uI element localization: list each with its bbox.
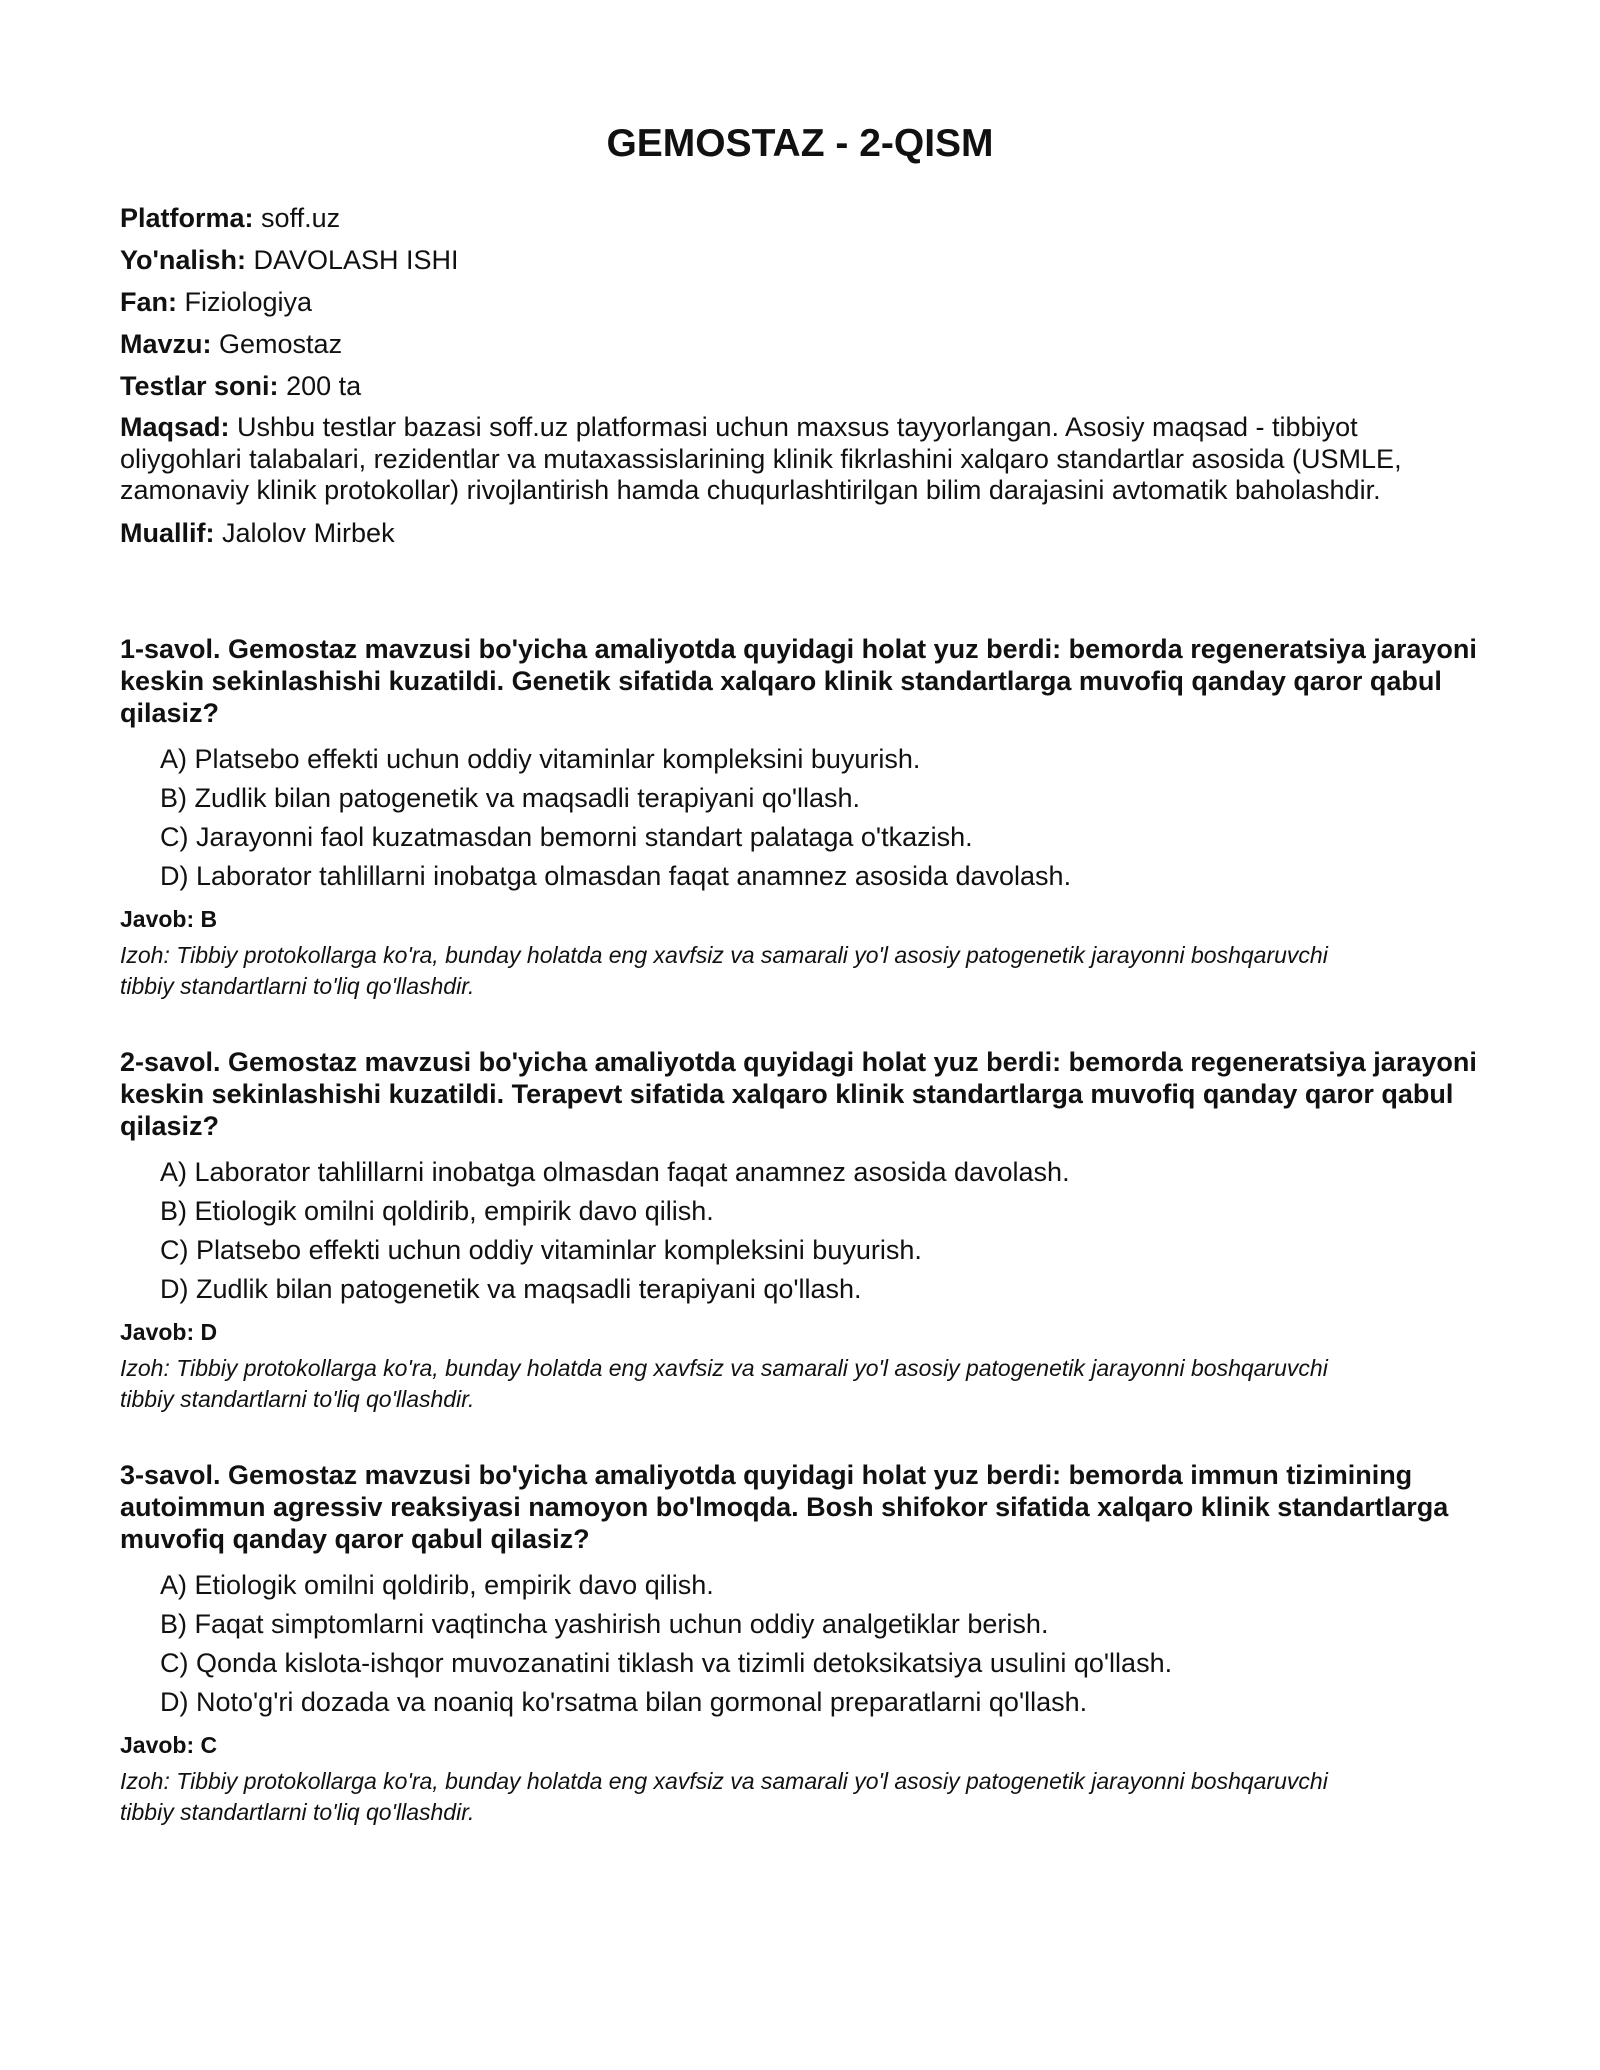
- correct-answer: Javob: C: [120, 1731, 218, 1758]
- question-list: [120, 633, 1480, 1828]
- question-text: 3-savol. Gemostaz mavzusi bo'yicha amaliyotda quyidagi holat yuz berdi: bemorda immun tizimining autoimmun agressiv reaksiyasi namoyon bo'lmoqda. Bosh shifokor sifatida xalqaro klinik standartlarga muvofiq qanday qaror qabul qilasiz?: [120, 1459, 1449, 1554]
- subject-label: Fan:: [120, 287, 177, 317]
- goal-text: Ushbu testlar bazasi soff.uz platformasi uchun maxsus tayyorlangan. Asosiy maqsad - tibbiyot oliygohlari talabalari, rezidentlar va mutaxassislarining klinik fikrlashini xalqaro standartlar asosida (USMLE, zamonaviy klinik protokollar) rivojlantirish hamda chuqurlashtirilgan bilim darajasini avtomatik baholashdir.: [120, 412, 1402, 505]
- goal-label: Maqsad:: [120, 412, 230, 442]
- answer-option: D) Laborator tahlillarni inobatga olmasdan faqat anamnez asosida davolash.: [160, 860, 1072, 891]
- direction-label: Yo'nalish:: [120, 245, 246, 275]
- topic-label: Mavzu:: [120, 329, 212, 359]
- answer-option: C) Platsebo effekti uchun oddiy vitaminlar kompleksini buyurish.: [160, 1234, 922, 1265]
- platform-value: soff.uz: [261, 203, 341, 233]
- page-title: GEMOSTAZ - 2-QISM: [606, 122, 994, 165]
- platform-label: Platforma:: [120, 203, 254, 233]
- test-count-line: [120, 370, 1480, 402]
- answer-option: C) Qonda kislota-ishqor muvozanatini tiklash va tizimli detoksikatsiya usulini qo'llash.: [160, 1647, 1173, 1678]
- answer-option: B) Zudlik bilan patogenetik va maqsadli terapiyani qo'llash.: [160, 782, 861, 813]
- correct-answer: Javob: D: [120, 1318, 218, 1345]
- answer-option: B) Etiologik omilni qoldirib, empirik davo qilish.: [160, 1195, 714, 1226]
- subject-line: [120, 286, 1480, 318]
- correct-answer: Javob: B: [120, 905, 218, 932]
- answer-option: A) Platsebo effekti uchun oddiy vitaminlar kompleksini buyurish.: [160, 743, 921, 774]
- answer-option: D) Noto'g'ri dozada va noaniq ko'rsatma bilan gormonal preparatlarni qo'llash.: [160, 1686, 1088, 1717]
- question-text: 1-savol. Gemostaz mavzusi bo'yicha amaliyotda quyidagi holat yuz berdi: bemorda regeneratsiya jarayoni keskin sekinlashishi kuzatildi. Genetik sifatida xalqaro klinik standartlarga muvofiq qanday qaror qabul qilasiz?: [120, 633, 1477, 728]
- answer-option: D) Zudlik bilan patogenetik va maqsadli terapiyani qo'llash.: [160, 1273, 862, 1304]
- answer-option: C) Jarayonni faol kuzatmasdan bemorni standart palataga o'tkazish.: [160, 821, 973, 852]
- answer-explanation: Izoh: Tibbiy protokollarga ko'ra, bunday holatda eng xavfsiz va samarali yo'l asosiy patogenetik jarayonni boshqaruvchi tibbiy standartlarni to'liq qo'llashdir.: [120, 1354, 1328, 1412]
- test-count-label: Testlar soni:: [120, 371, 279, 401]
- topic-value: Gemostaz: [219, 329, 343, 359]
- author-label: Muallif:: [120, 517, 215, 548]
- test-count-value: 200 ta: [286, 371, 362, 401]
- question-item: [120, 633, 1480, 1002]
- platform-line: [120, 202, 1480, 234]
- question-item: [120, 1459, 1480, 1828]
- author-value: Jalolov Mirbek: [222, 517, 395, 548]
- answer-option: A) Etiologik omilni qoldirib, empirik davo qilish.: [160, 1569, 714, 1600]
- question-text: 2-savol. Gemostaz mavzusi bo'yicha amaliyotda quyidagi holat yuz berdi: bemorda regeneratsiya jarayoni keskin sekinlashishi kuzatildi. Terapevt sifatida xalqaro klinik standartlarga muvofiq qanday qaror qabul qilasiz?: [120, 1046, 1477, 1141]
- direction-value: DAVOLASH ISHI: [253, 245, 459, 275]
- answer-option: A) Laborator tahlillarni inobatga olmasdan faqat anamnez asosida davolash.: [160, 1156, 1070, 1187]
- topic-line: [120, 328, 1480, 360]
- question-item: [120, 1046, 1480, 1415]
- subject-value: Fiziologiya: [184, 287, 313, 317]
- goal-paragraph: [120, 412, 1480, 507]
- answer-explanation: Izoh: Tibbiy protokollarga ko'ra, bunday holatda eng xavfsiz va samarali yo'l asosiy patogenetik jarayonni boshqaruvchi tibbiy standartlarni to'liq qo'llashdir.: [120, 941, 1328, 999]
- answer-explanation: Izoh: Tibbiy protokollarga ko'ra, bunday holatda eng xavfsiz va samarali yo'l asosiy patogenetik jarayonni boshqaruvchi tibbiy standartlarni to'liq qo'llashdir.: [120, 1767, 1328, 1825]
- answer-option: B) Faqat simptomlarni vaqtincha yashirish uchun oddiy analgetiklar berish.: [160, 1608, 1049, 1639]
- direction-line: [120, 244, 1480, 276]
- author-line: [120, 517, 1480, 549]
- document-metadata: [120, 202, 1480, 549]
